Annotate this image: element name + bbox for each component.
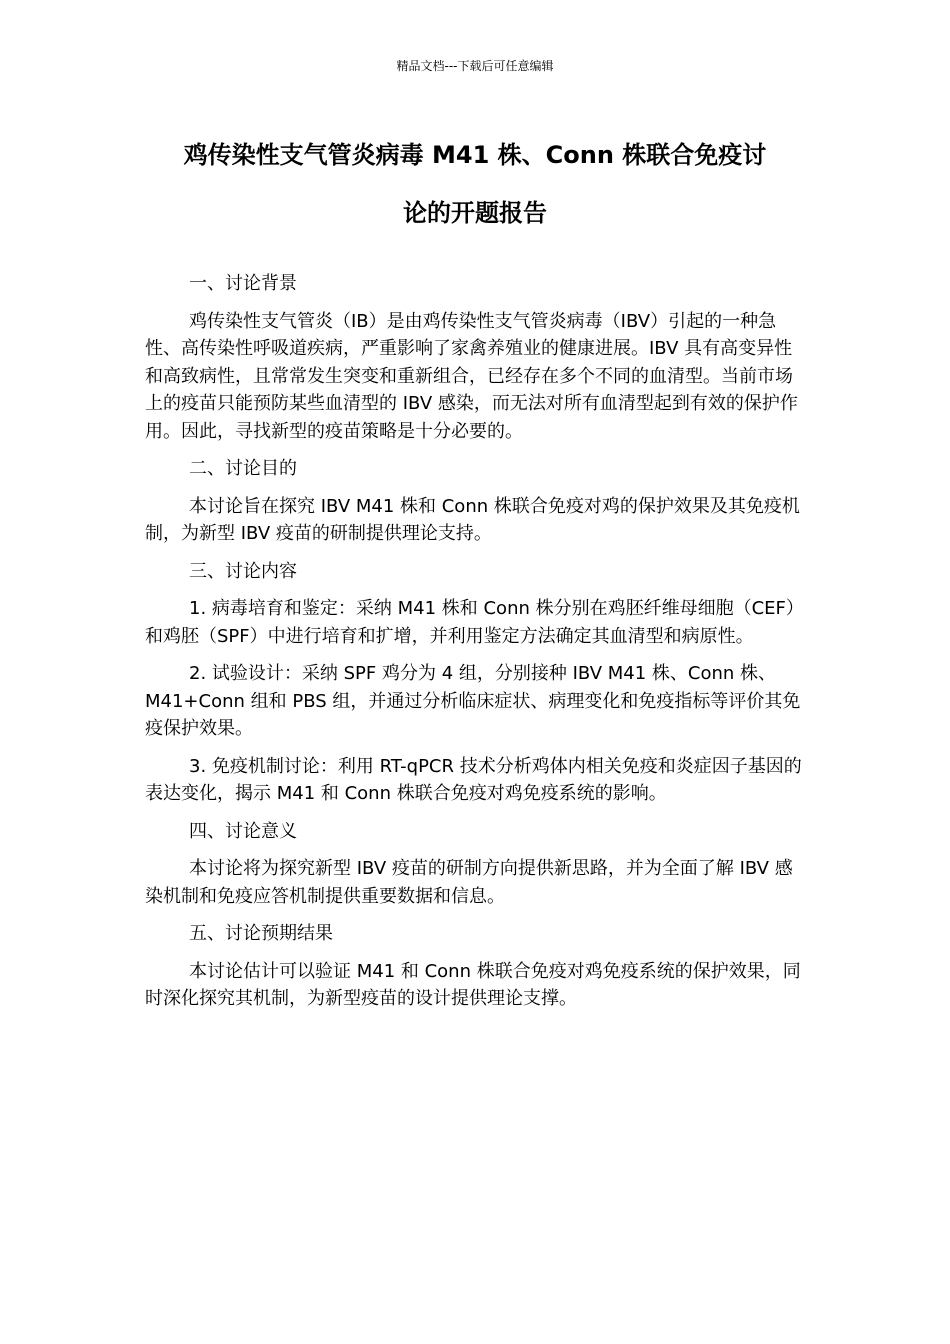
section-heading-expected-results: 五、讨论预期结果: [189, 923, 333, 944]
section-heading-purpose: 二、讨论目的: [189, 458, 297, 479]
document-title: [140, 126, 810, 242]
content-item-1: 1. 病毒培育和鉴定：采纳 M41 株和 Conn 株分别在鸡胚纤维母细胞（CEF）和鸡胚（SPF）中进行培育和扩增，并利用鉴定方法确定其血清型和病原性。: [145, 598, 804, 647]
section-heading-background: 一、讨论背景: [189, 273, 297, 294]
document-body: [145, 270, 810, 1023]
expected-results-paragraph: 本讨论估计可以验证 M41 和 Conn 株联合免疫对鸡免疫系统的保护效果，同时深化探究其机制，为新型疫苗的设计提供理论支撑。: [145, 960, 801, 1009]
title-line-1: 鸡传染性支气管炎病毒 M41 株、Conn 株联合免疫讨: [183, 141, 767, 169]
content-item-3: 3. 免疫机制讨论：利用 RT-qPCR 技术分析鸡体内相关免疫和炎症因子基因的表达变化，揭示 M41 和 Conn 株联合免疫对鸡免疫系统的影响。: [145, 755, 802, 804]
page-header: 精品文档---下载后可任意编辑: [396, 59, 554, 73]
content-item-2: 2. 试验设计：采纳 SPF 鸡分为 4 组，分别接种 IBV M41 株、Conn 株、M41+Conn 组和 PBS 组，并通过分析临床症状、病理变化和免疫指标等评价其免疫保护效果。: [145, 663, 801, 739]
section-heading-significance: 四、讨论意义: [189, 820, 297, 842]
significance-paragraph: 本讨论将为探究新型 IBV 疫苗的研制方向提供新思路，并为全面了解 IBV 感染机制和免疫应答机制提供重要数据和信息。: [145, 858, 793, 907]
purpose-paragraph: 本讨论旨在探究 IBV M41 株和 Conn 株联合免疫对鸡的保护效果及其免疫机制，为新型 IBV 疫苗的研制提供理论支持。: [145, 495, 800, 544]
background-paragraph: 鸡传染性支气管炎（IB）是由鸡传染性支气管炎病毒（IBV）引起的一种急性、高传染性呼吸道疾病，严重影响了家禽养殖业的健康进展。IBV 具有高变异性和高致病性，且常常发生突变和重新组合，已经存在多个不同的血清型。当前市场上的疫苗只能预防某些血清型的 IBV 感染，而无法对所有血清型起到有效的保护作用。因此，寻找新型的疫苗策略是十分必要的。: [145, 310, 798, 442]
section-heading-content: 三、讨论内容: [189, 560, 297, 582]
title-line-2: 论的开题报告: [403, 199, 547, 227]
